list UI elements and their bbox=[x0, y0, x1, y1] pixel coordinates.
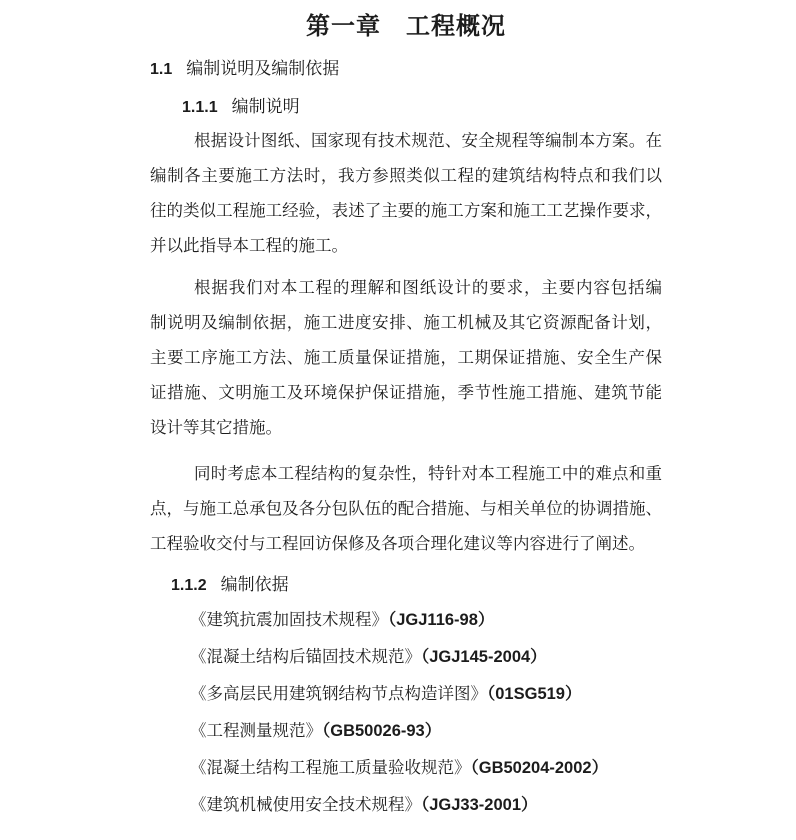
paragraph-line: 并以此指导本工程的施工。 bbox=[150, 236, 348, 255]
subsection-heading-1-1-1 bbox=[150, 96, 662, 119]
reference-item bbox=[150, 749, 662, 786]
paragraph-line: 同时考虑本工程结构的复杂性，特针对本工程施工中的难点和重 bbox=[194, 464, 662, 483]
section-heading-1-1 bbox=[150, 58, 662, 81]
subsection-heading-1-1-2 bbox=[150, 574, 662, 597]
reference-title: 《建筑机械使用安全技术规程》 bbox=[190, 795, 421, 814]
document-page bbox=[0, 12, 662, 823]
reference-code: （JGJ33-2001） bbox=[421, 796, 538, 814]
paragraph-line: 根据设计图纸、国家现有技术规范、安全规程等编制本方案。在 bbox=[194, 131, 662, 150]
reference-code: （GB50204-2002） bbox=[470, 759, 609, 777]
reference-title: 《多高层民用建筑钢结构节点构造详图》 bbox=[190, 684, 487, 703]
paragraph-line: 根据我们对本工程的理解和图纸设计的要求，主要内容包括编 bbox=[194, 278, 662, 297]
chapter-title: 第一章 工程概况 bbox=[306, 14, 506, 40]
reference-title: 《混凝土结构后锚固技术规范》 bbox=[190, 647, 421, 666]
paragraph-line: 制说明及编制依据，施工进度安排、施工机械及其它资源配备计划， bbox=[150, 313, 662, 332]
paragraph-line: 往的类似工程施工经验，表述了主要的施工方案和施工工艺操作要求， bbox=[150, 201, 662, 220]
paragraph-line: 编制各主要施工方法时，我方参照类似工程的建筑结构特点和我们以 bbox=[150, 166, 662, 185]
reference-item bbox=[150, 601, 662, 638]
paragraph-line: 工程验收交付与工程回访保修及各项合理化建议等内容进行了阐述。 bbox=[150, 534, 645, 553]
paragraph-line: 点，与施工总承包及各分包队伍的配合措施、与相关单位的协调措施、 bbox=[150, 499, 662, 518]
paragraph bbox=[150, 270, 662, 445]
paragraph-line: 证措施、文明施工及环境保护保证措施，季节性施工措施、建筑节能 bbox=[150, 383, 662, 402]
reference-item bbox=[150, 786, 662, 823]
section-number: 1.1 bbox=[150, 61, 173, 78]
reference-title: 《工程测量规范》 bbox=[190, 721, 322, 740]
reference-title: 《混凝土结构工程施工质量验收规范》 bbox=[190, 758, 471, 777]
reference-code: （JGJ145-2004） bbox=[421, 648, 547, 666]
reference-item bbox=[150, 638, 662, 675]
reference-title: 《建筑抗震加固技术规程》 bbox=[190, 610, 388, 629]
subsection-title: 编制依据 bbox=[220, 575, 289, 594]
reference-code: （GB50026-93） bbox=[322, 722, 442, 740]
section-title: 编制说明及编制依据 bbox=[186, 59, 340, 78]
reference-list bbox=[150, 601, 662, 823]
paragraph bbox=[150, 123, 662, 263]
subsection-number: 1.1.2 bbox=[171, 577, 207, 594]
reference-item bbox=[150, 712, 662, 749]
subsection-number: 1.1.1 bbox=[182, 99, 218, 116]
reference-code: （JGJ116-98） bbox=[388, 611, 495, 629]
paragraph-line: 主要工序施工方法、施工质量保证措施，工期保证措施、安全生产保 bbox=[150, 348, 662, 367]
paragraph-line: 设计等其它措施。 bbox=[150, 418, 282, 437]
reference-item bbox=[150, 675, 662, 712]
subsection-title: 编制说明 bbox=[231, 97, 300, 116]
reference-code: （01SG519） bbox=[487, 685, 582, 703]
paragraph bbox=[150, 456, 662, 561]
